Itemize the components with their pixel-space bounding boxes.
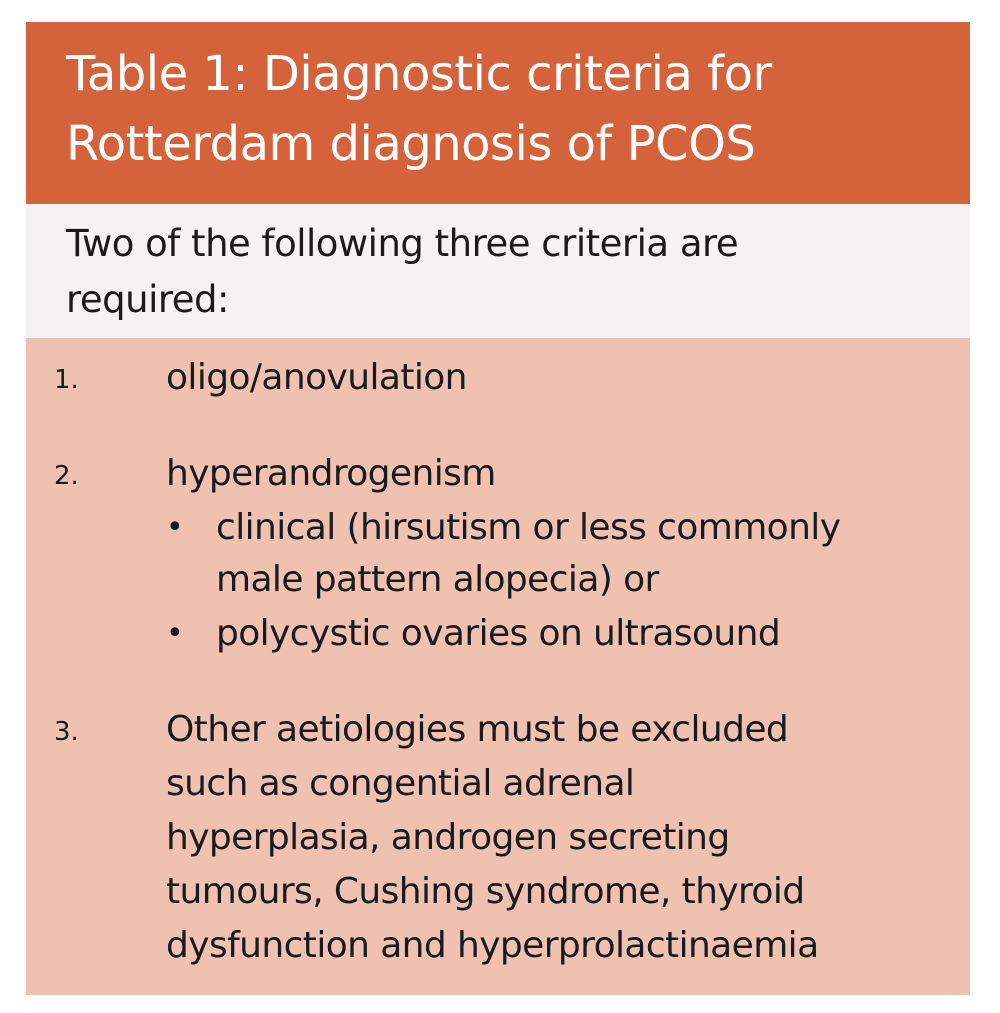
diagnostic-criteria-table bbox=[26, 22, 970, 995]
sub-item-2-text: polycystic ovaries on ultrasound bbox=[216, 613, 781, 654]
criterion-3-text-line-3: hyperplasia, androgen secreting bbox=[166, 817, 730, 858]
sub-item-1-text-line-1: clinical (hirsutism or less commonly bbox=[216, 507, 841, 548]
intro-text-line-1: Two of the following three criteria are bbox=[66, 222, 739, 265]
intro-band bbox=[26, 204, 970, 338]
sub-item-2-bullet: • bbox=[166, 616, 184, 651]
sub-item-1-bullet: • bbox=[166, 510, 184, 545]
sub-item-1-text-line-2: male pattern alopecia) or bbox=[216, 559, 659, 600]
criterion-3-text-line-4: tumours, Cushing syndrome, thyroid bbox=[166, 871, 805, 912]
criterion-2-text: hyperandrogenism bbox=[166, 453, 496, 494]
criterion-3-text-line-5: dysfunction and hyperprolactinaemia bbox=[166, 925, 819, 966]
criterion-3-text-line-2: such as congential adrenal bbox=[166, 763, 635, 804]
table-title-line-2: Rotterdam diagnosis of PCOS bbox=[66, 116, 756, 172]
criterion-1-text: oligo/anovulation bbox=[166, 357, 467, 398]
criterion-3-number: 3. bbox=[54, 717, 79, 747]
criteria-panel bbox=[26, 338, 970, 995]
criterion-2-number: 2. bbox=[54, 461, 79, 491]
criterion-1-number: 1. bbox=[54, 365, 79, 395]
criterion-3-text-line-1: Other aetiologies must be excluded bbox=[166, 709, 789, 750]
intro-text-line-2: required: bbox=[66, 278, 229, 321]
table-title-bar bbox=[26, 22, 970, 204]
table-title-line-1: Table 1: Diagnostic criteria for bbox=[66, 46, 772, 102]
